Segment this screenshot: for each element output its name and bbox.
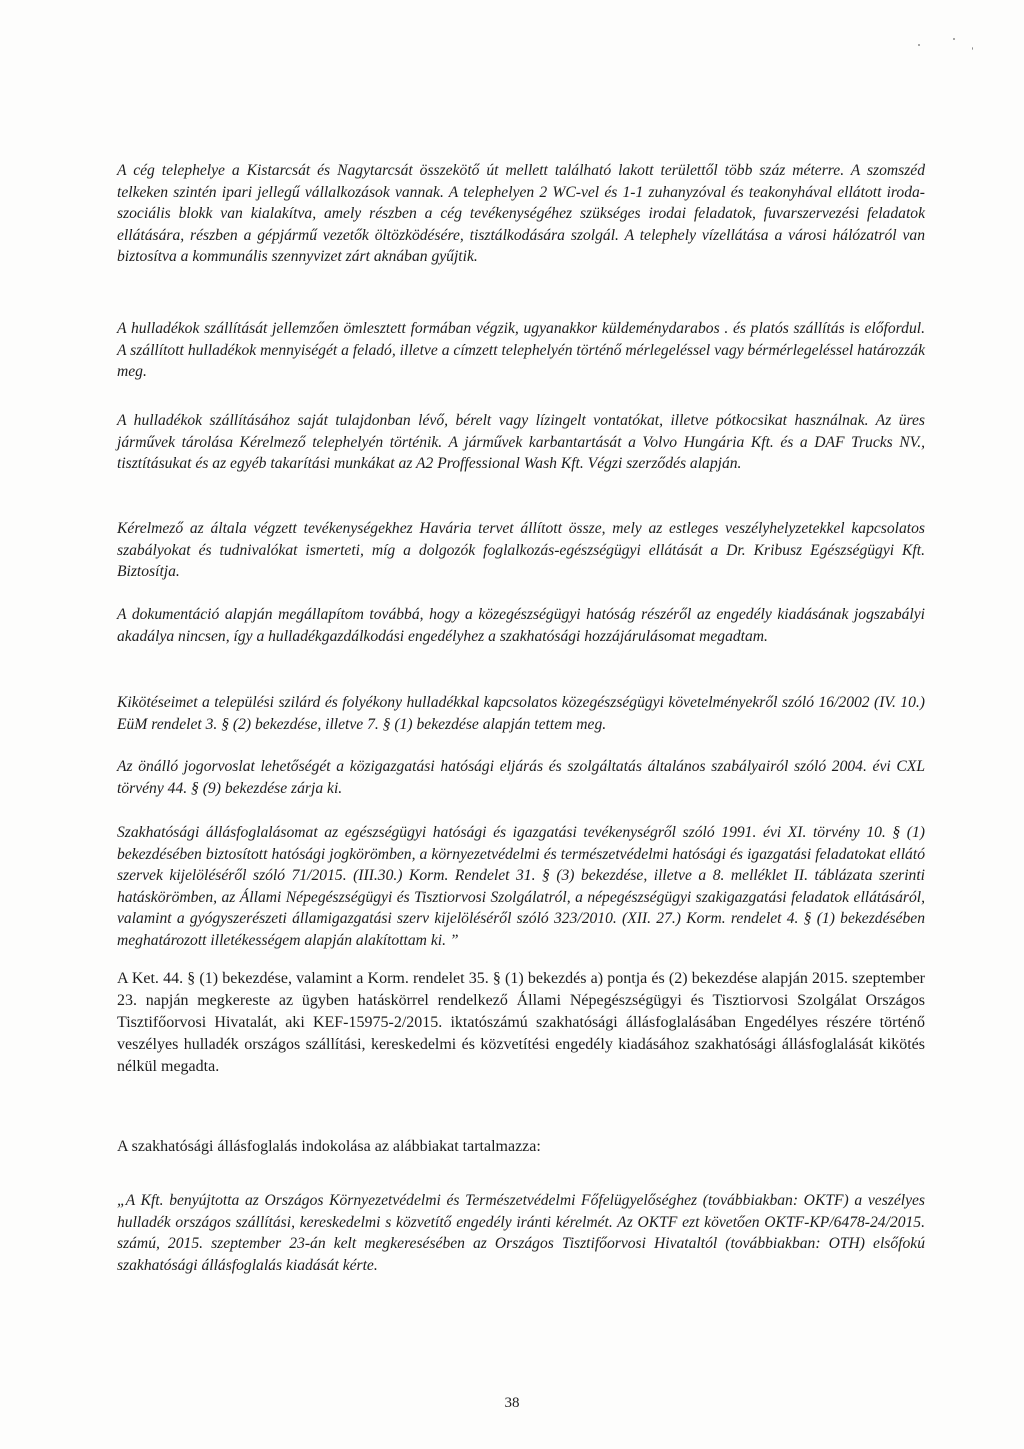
paragraph-justification-intro: A szakhatósági állásfoglalás indokolása az alábbiakat tartalmazza: [117, 1138, 541, 1155]
paragraph-authority-competence: Szakhatósági állásfoglalásomat az egészségügyi hatósági és igazgatási tevékenységről szóló 1991. évi XI. törvény 10. § (1) bekezdésében biztosított hatósági jogkörömben, a környezetvédelmi és természetvédelmi hatósági és igazgatási feladatokat ellátó szervek kijelöléséről szóló 71/2015. (III.30.) Korm. Rendelet 31. § (3) bekezdése, illetve a 8. melléklet II. táblázata szerinti hatáskörömben, az Állami Népegészségügyi és Tisztiorvosi Szolgálatról, a népegészségügyi szakigazgatási feladatok ellátásáról, valamint a gyógyszerészeti államigazgatási szerv kijelöléséről szóló 323/2010. (XII. 27.) Korm. rendelet 4. § (1) bekezdésében meghatározott illetékességem alapján alakítottam ki. ” [117, 824, 925, 949]
paragraph-emergency-plan: Kérelmező az általa végzett tevékenységekhez Havária tervet állított össze, mely az estleges veszélyhelyzetekkel kapcsolatos szabályokat és tudnivalókat ismerteti, míg a dolgozók foglalkozás-egészségügyi ellátását a Dr. Kribusz Egészségügyi Kft. Biztosítja. [117, 520, 925, 580]
scan-speck [972, 47, 973, 50]
page-number: 38 [504, 1395, 520, 1411]
paragraph-vehicles: A hulladékok szállításához saját tulajdonban lévő, bérelt vagy lízingelt vontatókat, illetve pótkocsikat használnak. Az üres járművek tárolása Kérelmező telephelyén történik. A járművek karbantartását a Volvo Hungária Kft. és a DAF Trucks NV., tisztításukat és az egyéb takarítási munkákat az A2 Proffessional Wash Kft. Végzi szerződés alapján. [117, 412, 925, 472]
paragraph-ket-request: A Ket. 44. § (1) bekezdése, valamint a Korm. rendelet 35. § (1) bekezdés a) pontja és (2) bekezdése alapján 2015. szeptember 23. napján megkereste az ügyben hatáskörrel rendelkező Állami Népegészségügyi és Tisztiorvosi Szolgálat Országos Tisztifőorvosi Hivatalát, aki KEF-15975-2/2015. iktatószámú szakhatósági állásfoglalásában Engedélyes részére történő veszélyes hulladék országos szállítási, kereskedelmi és közvetítési engedély kiadásához szakhatósági állásfoglalását kikötés nélkül megadta. [117, 970, 925, 1075]
scan-speck [918, 44, 920, 46]
paragraph-waste-transport: A hulladékok szállítását jellemzően ömlesztett formában végzik, ugyanakkor küldeménydarabos . és platós szállítás is előfordul. A szállított hulladékok mennyiségét a feladó, illetve a címzett telephelyén történő mérlegeléssel vagy bérmérlegeléssel határozzák meg. [117, 320, 925, 380]
paragraph-conditions-legal-basis: Kikötéseimet a települési szilárd és folyékony hulladékkal kapcsolatos közegészségügyi követelményekről szóló 16/2002 (IV. 10.) EüM rendelet 3. § (2) bekezdése, illetve 7. § (1) bekezdése alapján tettem meg. [117, 694, 925, 733]
paragraph-quoted-justification: „A Kft. benyújtotta az Országos Környezetvédelmi és Természetvédelmi Főfelügyelőséghez (továbbiakban: OKTF) a veszélyes hulladék országos szállítási, kereskedelmi s közvetítő engedély iránti kérelmét. Az OKTF ezt követően OKTF-KP/6478-24/2015. számú, 2015. szeptember 23-án kelt megkeresésében az Országos Tisztifőorvosi Hivataltól (továbbiakban: OTH) elsőfokú szakhatósági állásfoglalás kiadását kérte. [117, 1192, 925, 1274]
paragraph-site-description: A cég telephelye a Kistarcsát és Nagytarcsát összekötő út mellett található lakott területtől több száz méterre. A szomszéd telkeken szintén ipari jellegű vállalkozások vannak. A telephelyen 2 WC-vel és 1-1 zuhanyzóval és teakonyhával ellátott iroda-szociális blokk van kialakítva, amely részben a cég tevékenységéhez szükséges irodai feladatok, fuvarszervezési feladatok ellátására, részben a gépjármű vezetők öltözködésére, tisztálkodására szolgál. A telephely vízellátása a városi hálózatról van biztosítva a kommunális szennyvizet zárt aknában gyűjtik. [117, 162, 925, 265]
scan-speck [953, 38, 955, 40]
paragraph-documentation-finding: A dokumentáció alapján megállapítom továbbá, hogy a közegészségügyi hatóság részéről az engedély kiadásának jogszabályi akadálya nincsen, így a hulladékgazdálkodási engedélyhez a szakhatósági hozzájárulásomat megadtam. [117, 606, 925, 645]
paragraph-appeal-exclusion: Az önálló jogorvoslat lehetőségét a közigazgatási hatósági eljárás és szolgáltatás általános szabályairól szóló 2004. évi CXL törvény 44. § (9) bekezdése zárja ki. [117, 758, 925, 797]
